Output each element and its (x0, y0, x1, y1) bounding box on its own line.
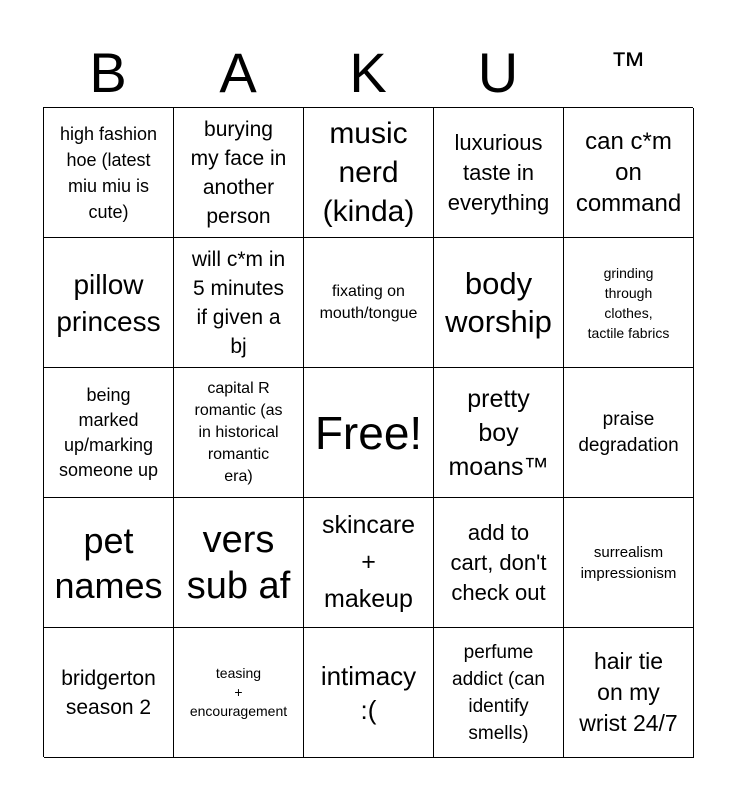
cell-text: high fashion hoe (latest miu miu is cute) (59, 123, 158, 222)
cell-text: luxurious taste in everything (447, 129, 550, 215)
header-letter-a: A (219, 41, 257, 104)
header-letter-k: K (349, 41, 387, 104)
cell-text: body worship (445, 265, 552, 339)
cell-text: intimacy :( (320, 660, 417, 725)
header-trademark: ™ (610, 44, 646, 85)
bingo-cell[interactable] (44, 628, 174, 758)
cell-text: bridgerton season 2 (61, 666, 156, 719)
bingo-cell[interactable] (44, 108, 174, 238)
bingo-cell[interactable] (304, 108, 434, 238)
cell-text: perfume addict (can identify smells) (452, 641, 545, 744)
cell-text: skincare + makeup (321, 511, 416, 613)
cell-text: grinding through clothes, tactile fabrics (587, 264, 670, 341)
bingo-cell[interactable] (174, 628, 304, 758)
cell-text: pillow princess (56, 268, 161, 337)
bingo-cell[interactable] (434, 628, 564, 758)
header-letter-b: B (89, 41, 127, 104)
cell-text: being marked up/marking someone up (58, 384, 159, 480)
bingo-cell[interactable] (434, 498, 564, 628)
header-letter-u: U (477, 41, 519, 104)
cell-text: hair tie on my wrist 24/7 (579, 648, 678, 736)
bingo-cell[interactable] (304, 498, 434, 628)
bingo-cell[interactable] (564, 238, 694, 368)
cell-text: fixating on mouth/tongue (319, 282, 418, 322)
cell-text: teasing + encouragement (189, 665, 288, 719)
bingo-cell[interactable] (174, 238, 304, 368)
bingo-cell[interactable] (304, 628, 434, 758)
bingo-cell[interactable] (44, 498, 174, 628)
bingo-cell[interactable] (564, 628, 694, 758)
bingo-header (43, 0, 693, 108)
cell-text: add to cart, don't check out (450, 519, 547, 605)
cell-text: vers sub af (186, 518, 291, 607)
cell-text: pet names (54, 519, 163, 606)
bingo-cell[interactable] (434, 368, 564, 498)
bingo-cell free-space[interactable] (304, 368, 434, 498)
bingo-cell[interactable] (434, 108, 564, 238)
cell-text: burying my face in another person (190, 117, 287, 228)
bingo-cell[interactable] (434, 238, 564, 368)
bingo-cell[interactable] (174, 108, 304, 238)
cell-text: can c*m on command (575, 128, 682, 217)
bingo-grid (43, 107, 693, 757)
cell-text: surrealism impressionism (580, 543, 677, 582)
bingo-cell[interactable] (174, 498, 304, 628)
cell-text: pretty boy moans™ (448, 384, 549, 481)
bingo-cell[interactable] (304, 238, 434, 368)
bingo-cell[interactable] (44, 368, 174, 498)
free-space-text: Free! (314, 406, 423, 459)
cell-text: music nerd (kinda) (322, 117, 415, 228)
bingo-cell[interactable] (564, 108, 694, 238)
cell-text: praise degradation (578, 408, 679, 456)
cell-text: will c*m in 5 minutes if given a bj (191, 247, 286, 358)
bingo-cell[interactable] (174, 368, 304, 498)
cell-text: capital R romantic (as in historical romantic era) (194, 379, 283, 485)
bingo-cell[interactable] (564, 368, 694, 498)
bingo-cell[interactable] (564, 498, 694, 628)
bingo-cell[interactable] (44, 238, 174, 368)
